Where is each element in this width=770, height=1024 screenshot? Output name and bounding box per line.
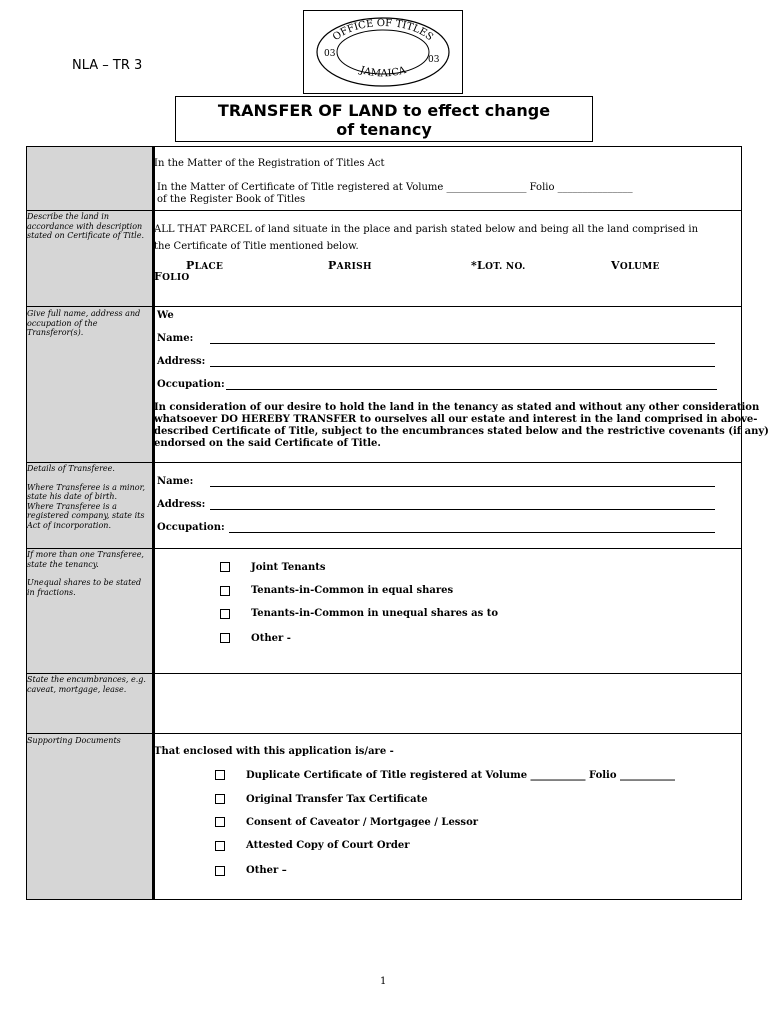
title-line-2: of tenancy <box>336 120 432 139</box>
column-parish: PARISH <box>328 259 372 272</box>
svg-text:03: 03 <box>428 55 440 65</box>
consideration-line: endorsed on the said Certificate of Title. <box>154 438 381 449</box>
transferor-name-field[interactable] <box>210 343 715 344</box>
matter-certificate-text[interactable]: In the Matter of Certificate of Title registered at Volume ________________ Folio _______________ <box>157 182 633 193</box>
row-divider <box>26 733 742 734</box>
we-label: We <box>157 310 174 321</box>
side-note-line: If more than one Transferee, state the tenancy. <box>27 550 144 569</box>
transferee-address-field[interactable] <box>210 509 715 510</box>
column-volume: VOLUME <box>611 259 660 272</box>
document-other-checkbox[interactable] <box>215 866 225 876</box>
tenants-common-equal-checkbox[interactable] <box>220 586 230 596</box>
duplicate-certificate-checkbox[interactable] <box>215 770 225 780</box>
svg-text:OFFICE OF TITLES: OFFICE OF TITLES <box>330 17 436 44</box>
svg-text:JAMAICA: JAMAICA <box>358 64 408 80</box>
transferee-address-label: Address: <box>157 499 206 510</box>
side-note-encumbrances: State the encumbrances, e.g. caveat, mortgage, lease. <box>27 675 146 694</box>
document-option-label: Attested Copy of Court Order <box>246 840 410 851</box>
matter-act-text: In the Matter of the Registration of Titles Act <box>154 158 385 169</box>
tenancy-option-label: Other - <box>251 633 291 644</box>
tenancy-option-label: Joint Tenants <box>251 562 326 573</box>
title-line-1: TRANSFER OF LAND to effect change <box>217 101 551 120</box>
row-divider <box>26 462 742 463</box>
row-divider <box>26 673 742 674</box>
transferee-occupation-field[interactable] <box>229 532 715 533</box>
page-number: 1 <box>380 976 387 987</box>
document-option-label: Consent of Caveator / Mortgagee / Lessor <box>246 817 479 828</box>
enclosed-intro: That enclosed with this application is/are - <box>154 746 394 757</box>
transferor-occupation-label: Occupation: <box>157 379 225 390</box>
consent-caveator-checkbox[interactable] <box>215 817 225 827</box>
side-note-transferor: Give full name, address and occupation of the Transferor(s). <box>27 309 141 337</box>
transferee-occupation-label: Occupation: <box>157 522 225 533</box>
row-divider <box>26 548 742 549</box>
tenancy-option-label: Tenants-in-Common in equal shares <box>251 585 454 596</box>
transferor-name-label: Name: <box>157 333 194 344</box>
parcel-text-line1: ALL THAT PARCEL of land situate in the place and parish stated below and being all the land comprised in <box>154 224 699 235</box>
form-code: NLA – TR 3 <box>72 58 143 73</box>
consideration-line: In consideration of our desire to hold the land in the tenancy as stated and without any other consideration <box>154 402 760 413</box>
stamp-seal-icon <box>310 14 456 90</box>
transferor-address-label: Address: <box>157 356 206 367</box>
document-option-label: Original Transfer Tax Certificate <box>246 794 428 805</box>
column-lot-no: *LOT. NO. <box>471 259 526 272</box>
register-book-text: of the Register Book of Titles <box>157 194 306 205</box>
transferor-occupation-field[interactable] <box>226 389 717 390</box>
column-divider <box>152 146 154 899</box>
court-order-checkbox[interactable] <box>215 841 225 851</box>
side-note-tenancy <box>27 550 149 597</box>
transferee-name-field[interactable] <box>210 486 715 487</box>
row-divider <box>26 210 742 211</box>
transferee-name-label: Name: <box>157 476 194 487</box>
tenancy-other-checkbox[interactable] <box>220 633 230 643</box>
side-note-line: Details of Transferee. <box>27 464 115 473</box>
column-folio: FOLIO <box>154 270 190 283</box>
transferor-address-field[interactable] <box>210 366 715 367</box>
consideration-paragraph <box>154 402 769 450</box>
side-note-line: Unequal shares to be stated in fractions. <box>27 578 142 597</box>
office-of-titles-stamp <box>303 10 463 94</box>
svg-text:03: 03 <box>324 49 336 59</box>
tenants-common-unequal-checkbox[interactable] <box>220 609 230 619</box>
row-divider <box>26 306 742 307</box>
column-place: PLACE <box>186 259 224 272</box>
side-note-line: Where Transferee is a registered company, state its Act of incorporation. <box>27 501 145 530</box>
tenancy-option-label: Tenants-in-Common in unequal shares as to <box>251 608 498 619</box>
document-option-label: Duplicate Certificate of Title registered at Volume ___________ Folio ___________ <box>246 770 676 781</box>
parcel-text-line2: the Certificate of Title mentioned below. <box>154 241 359 252</box>
side-note-supporting-docs: Supporting Documents <box>27 736 121 745</box>
page-title <box>175 96 593 142</box>
transfer-tax-certificate-checkbox[interactable] <box>215 794 225 804</box>
side-note-land: Describe the land in accordance with description stated on Certificate of Title. <box>27 212 145 240</box>
side-note-transferee <box>27 464 149 530</box>
consideration-line: whatsoever DO HEREBY TRANSFER to ourselves all our estate and interest in the land comprised in above- <box>154 414 758 425</box>
consideration-line: described Certificate of Title, subject to the encumbrances stated below and the restrictive covenants (if any) <box>154 426 769 437</box>
joint-tenants-checkbox[interactable] <box>220 562 230 572</box>
encumbrances-field[interactable] <box>154 675 739 732</box>
document-option-label: Other – <box>246 865 287 876</box>
side-note-line: Where Transferee is a minor, state his date of birth. <box>27 482 146 501</box>
